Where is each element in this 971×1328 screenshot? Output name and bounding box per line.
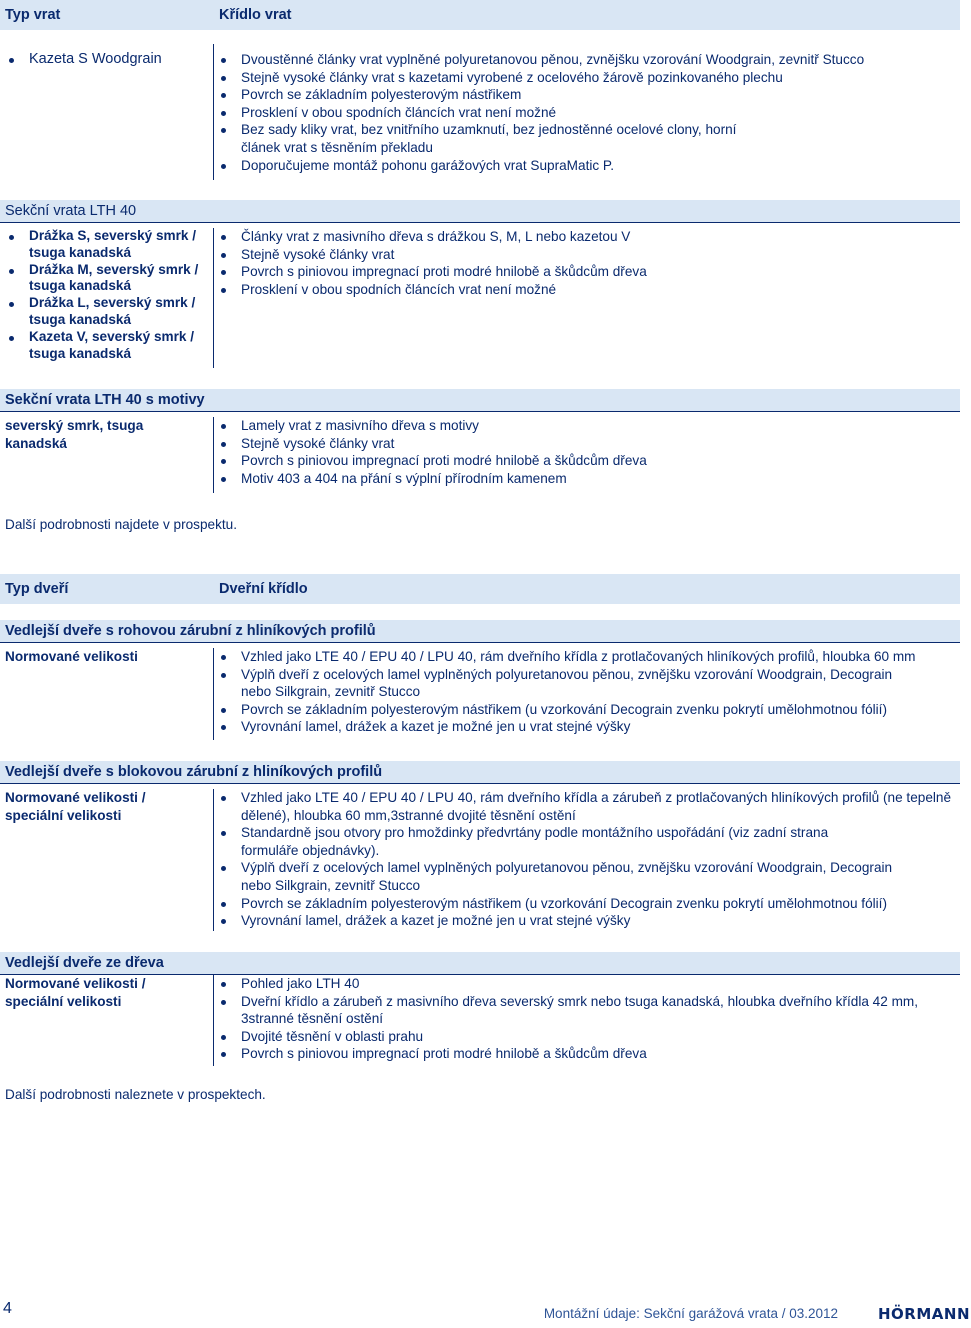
list-item: Dvoustěnné články vrat vyplněné polyuretanovou pěnou, zvnějšku vzorování Woodgrain, zevnitř Stucco: [218, 51, 958, 69]
lth40m-features: [218, 417, 958, 487]
door1-features: [218, 648, 958, 736]
footer-title: Montážní údaje: Sekční garážová vrata / 03.2012: [543, 1306, 838, 1321]
list-item: Vzhled jako LTE 40 / EPU 40 / LPU 40, rám dveřního křídla a zárubeň z protlačovaných hliníkových profilů (ne tepelně dělené), hloubka 60 mm,3stranné dvojité těsnění ostění: [218, 789, 971, 824]
section-title: Vedlejší dveře s blokovou zárubní z hliníkových profilů: [5, 764, 383, 780]
section-lth40-motifs: [0, 389, 960, 411]
list-item: Prosklení v obou spodních článcích vrat není možné: [218, 104, 958, 122]
list-item: Standardně jsou otvory pro hmoždinky předvrtány podle montážního uspořádání (viz zadní strana formuláře objednávky).: [218, 824, 881, 859]
list-item: Drážka M, severský smrk / tsuga kanadská: [6, 262, 212, 296]
page-number: 4: [3, 1300, 12, 1317]
lth40m-label: severský smrk, tsuga kanadská: [5, 418, 144, 451]
door3-features: [218, 975, 958, 1063]
column-divider: [213, 789, 214, 931]
kazeta-features: [218, 51, 958, 174]
divider: [0, 411, 960, 412]
list-item: Dveřní křídlo a zárubeň z masivního dřeva severský smrk nebo tsuga kanadská, hloubka dveřního křídla 42 mm, 3stranné těsnění ostění: [218, 993, 961, 1028]
list-item: Kazeta V, severský smrk / tsuga kanadská: [6, 329, 212, 363]
section-lth40: [0, 200, 960, 222]
header-col-door-type: Typ dveří: [5, 581, 69, 597]
list-item: Povrch s piniovou impregnací proti modré hnilobě a škůdcům dřeva: [218, 1045, 958, 1063]
column-divider: [213, 417, 214, 493]
list-item: Výplň dveří z ocelových lamel vyplněných polyuretanovou pěnou, zvnějšku vzorování Woodgrain, Decograin nebo Silkgrain, zevnitř Stucco: [218, 859, 921, 894]
column-divider: [213, 648, 214, 740]
list-item: Povrch se základním polyesterovým nástřikem (u vzorkování Decograin zvenku pokrytí umělohmotnou fólií): [218, 895, 958, 913]
header-col-door-leaf: Dveřní křídlo: [219, 581, 308, 597]
list-item: Dvojité těsnění v oblasti prahu: [218, 1028, 958, 1046]
section-door-corner-frame: [0, 620, 960, 642]
column-divider: [213, 228, 214, 368]
list-item: Stejně vysoké články vrat: [218, 246, 958, 264]
list-item: Motiv 403 a 404 na přání s výplní přírodním kamenem: [218, 470, 958, 488]
divider: [0, 783, 960, 784]
header-col-type: Typ vrat: [5, 7, 61, 23]
list-item: Povrch se základním polyesterovým nástřikem: [218, 86, 958, 104]
list-item: Lamely vrat z masivního dřeva s motivy: [218, 417, 958, 435]
list-item: Vyrovnání lamel, drážek a kazet je možné jen u vrat stejné výšky: [218, 718, 958, 736]
header-col-leaf: Křídlo vrat: [219, 7, 292, 23]
list-item: Stejně vysoké články vrat: [218, 435, 958, 453]
list-item: Povrch s piniovou impregnací proti modré hnilobě a škůdcům dřeva: [218, 452, 958, 470]
kazeta-label: Kazeta S Woodgrain: [6, 51, 206, 69]
list-item: Povrch se základním polyesterovým nástřikem (u vzorkování Decograin zvenku pokrytí umělohmotnou fólií): [218, 701, 958, 719]
list-item: Pohled jako LTH 40: [218, 975, 958, 993]
hormann-logo: HÖRMANN: [878, 1305, 970, 1323]
divider: [0, 222, 960, 223]
section-title: Vedlejší dveře s rohovou zárubní z hliníkových profilů: [5, 623, 376, 639]
list-item: Povrch s piniovou impregnací proti modré hnilobě a škůdcům dřeva: [218, 263, 958, 281]
list-item: Vzhled jako LTE 40 / EPU 40 / LPU 40, rám dveřního křídla z protlačovaných hliníkových profilů, hloubka 60 mm: [218, 648, 958, 666]
door2-features: [218, 789, 958, 930]
note-prospectus: Další podrobnosti najdete v prospektu.: [5, 517, 237, 532]
list-item: Prosklení v obou spodních článcích vrat není možné: [218, 281, 958, 299]
door3-label: Normované velikosti / speciální velikosti: [5, 976, 146, 1009]
list-item: Bez sady kliky vrat, bez vnitřního uzamknutí, bez jednostěnné ocelové clony, horní článek vrat s těsněním překladu: [218, 121, 761, 156]
note-prospectuses: Další podrobnosti naleznete v prospektech.: [5, 1087, 266, 1102]
door2-label: Normované velikosti / speciální velikosti: [5, 790, 146, 823]
list-item: Vyrovnání lamel, drážek a kazet je možné jen u vrat stejné výšky: [218, 912, 958, 930]
section-door-wood: [0, 952, 960, 974]
section-title: Sekční vrata LTH 40 s motivy: [5, 392, 205, 408]
section-title: Sekční vrata LTH 40: [5, 203, 137, 219]
list-item: Výplň dveří z ocelových lamel vyplněných polyuretanovou pěnou, zvnějšku vzorování Woodgrain, Decograin nebo Silkgrain, zevnitř Stucco: [218, 666, 921, 701]
door1-label: Normované velikosti: [5, 649, 138, 664]
list-item: Drážka L, severský smrk / tsuga kanadská: [6, 295, 212, 329]
divider: [0, 642, 960, 643]
list-item: Články vrat z masivního dřeva s drážkou S, M, L nebo kazetou V: [218, 228, 958, 246]
lth40-features: [218, 228, 958, 298]
list-item: Doporučujeme montáž pohonu garážových vrat SupraMatic P.: [218, 157, 958, 175]
section-door-block-frame: [0, 761, 960, 783]
list-item: Stejně vysoké články vrat s kazetami vyrobené z ocelového žárově pozinkovaného plechu: [218, 69, 958, 87]
column-divider: [213, 975, 214, 1066]
table-header-gates: [0, 0, 960, 30]
table-header-doors: [0, 574, 960, 604]
kazeta-label-list: [6, 51, 206, 69]
column-divider: [213, 44, 214, 180]
section-title: Vedlejší dveře ze dřeva: [5, 955, 164, 971]
list-item: Drážka S, severský smrk / tsuga kanadská: [6, 228, 212, 262]
lth40-variants: [6, 228, 212, 362]
